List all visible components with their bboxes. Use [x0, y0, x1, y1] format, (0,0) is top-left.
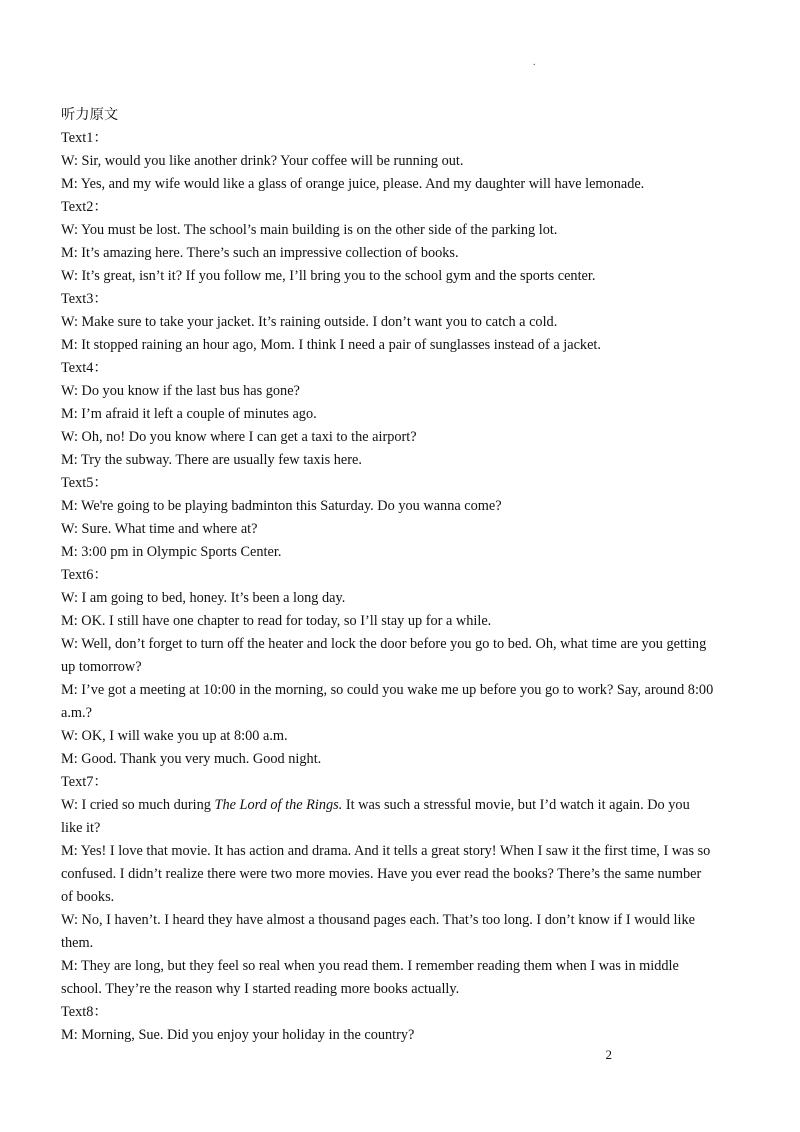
page-heading: 听力原文 — [61, 107, 119, 123]
line-text2-w2: W: It’s great, isn’t it? If you follow me, I’ll bring you to the school gym and the sports center. — [61, 268, 596, 284]
line-text6-m3: M: Good. Thank you very much. Good night. — [61, 751, 322, 767]
line-text7-m1c: of books. — [61, 889, 115, 905]
line-text5-m1: M: We're going to be playing badminton this Saturday. Do you wanna come? — [61, 498, 502, 514]
line-text1-w1: W: Sir, would you like another drink? Your coffee will be running out. — [61, 153, 464, 169]
line-text6-w2b: up tomorrow? — [61, 659, 142, 675]
line-text7-m2b: school. They’re the reason why I started reading more books actually. — [61, 981, 460, 997]
line-text2-w1: W: You must be lost. The school’s main building is on the other side of the parking lot. — [61, 222, 558, 238]
line-text4-w1: W: Do you know if the last bus has gone? — [61, 383, 300, 399]
line-text7-m1b: confused. I didn’t realize there were two more movies. Have you ever read the books? There’s the same number — [61, 866, 702, 882]
line-text1-label: Text1： — [61, 130, 108, 146]
line-text7-w2a: W: No, I haven’t. I heard they have almost a thousand pages each. That’s too long. I don’t know if I would like — [61, 912, 695, 928]
text7-w1-line: W: I cried so much during The Lord of the Rings. It was such a stressful movie, but I’d watch it again. Do you — [61, 797, 690, 813]
line-text6-label: Text6： — [61, 567, 108, 583]
line-text5-m2: M: 3:00 pm in Olympic Sports Center. — [61, 544, 282, 560]
line-text4-w2: W: Oh, no! Do you know where I can get a taxi to the airport? — [61, 429, 417, 445]
line-text2-m1: M: It’s amazing here. There’s such an impressive collection of books. — [61, 245, 459, 261]
movie-title: The Lord of the Rings. — [214, 797, 343, 813]
transcript-lines — [61, 127, 751, 794]
line-text6-w2a: W: Well, don’t forget to turn off the heater and lock the door before you go to bed. Oh, what time are you getting — [61, 636, 707, 652]
line-text4-m2: M: Try the subway. There are usually few taxis here. — [61, 452, 362, 468]
line-text5-w1: W: Sure. What time and where at? — [61, 521, 258, 537]
line-text7-m1a: M: Yes! I love that movie. It has action and drama. And it tells a great story! When I saw it the first time, I was so — [61, 843, 711, 859]
line-text1-m1: M: Yes, and my wife would like a glass of orange juice, please. And my daughter will have lemonade. — [61, 176, 645, 192]
header-mark: . — [533, 57, 536, 68]
line-text3-label: Text3： — [61, 291, 108, 307]
text7-w1-line2: like it? — [61, 820, 101, 836]
line-text6-m2b: a.m.? — [61, 705, 92, 721]
transcript-body — [61, 104, 751, 1047]
line-text4-label: Text4： — [61, 360, 108, 376]
line-text8-label: Text8： — [61, 1004, 108, 1020]
line-text3-m1: M: It stopped raining an hour ago, Mom. I think I need a pair of sunglasses instead of a jacket. — [61, 337, 601, 353]
line-text5-label: Text5： — [61, 475, 108, 491]
line-text3-w1: W: Make sure to take your jacket. It’s raining outside. I don’t want you to catch a cold. — [61, 314, 558, 330]
line-text8-m1: M: Morning, Sue. Did you enjoy your holiday in the country? — [61, 1027, 415, 1043]
transcript-lines-continued — [61, 840, 751, 1047]
line-text6-w1: W: I am going to bed, honey. It’s been a long day. — [61, 590, 346, 606]
page-number: 2 — [605, 1047, 612, 1062]
line-text2-label: Text2： — [61, 199, 108, 215]
line-text6-m2a: M: I’ve got a meeting at 10:00 in the morning, so could you wake me up before you go to work? Say, around 8:00 — [61, 682, 714, 698]
line-text4-m1: M: I’m afraid it left a couple of minutes ago. — [61, 406, 317, 422]
line-text7-label: Text7： — [61, 774, 108, 790]
line-text7-w2b: them. — [61, 935, 94, 951]
line-text6-w3: W: OK, I will wake you up at 8:00 a.m. — [61, 728, 288, 744]
line-text6-m1: M: OK. I still have one chapter to read for today, so I’ll stay up for a while. — [61, 613, 492, 629]
line-text7-m2a: M: They are long, but they feel so real when you read them. I remember reading them when I was in middle — [61, 958, 679, 974]
